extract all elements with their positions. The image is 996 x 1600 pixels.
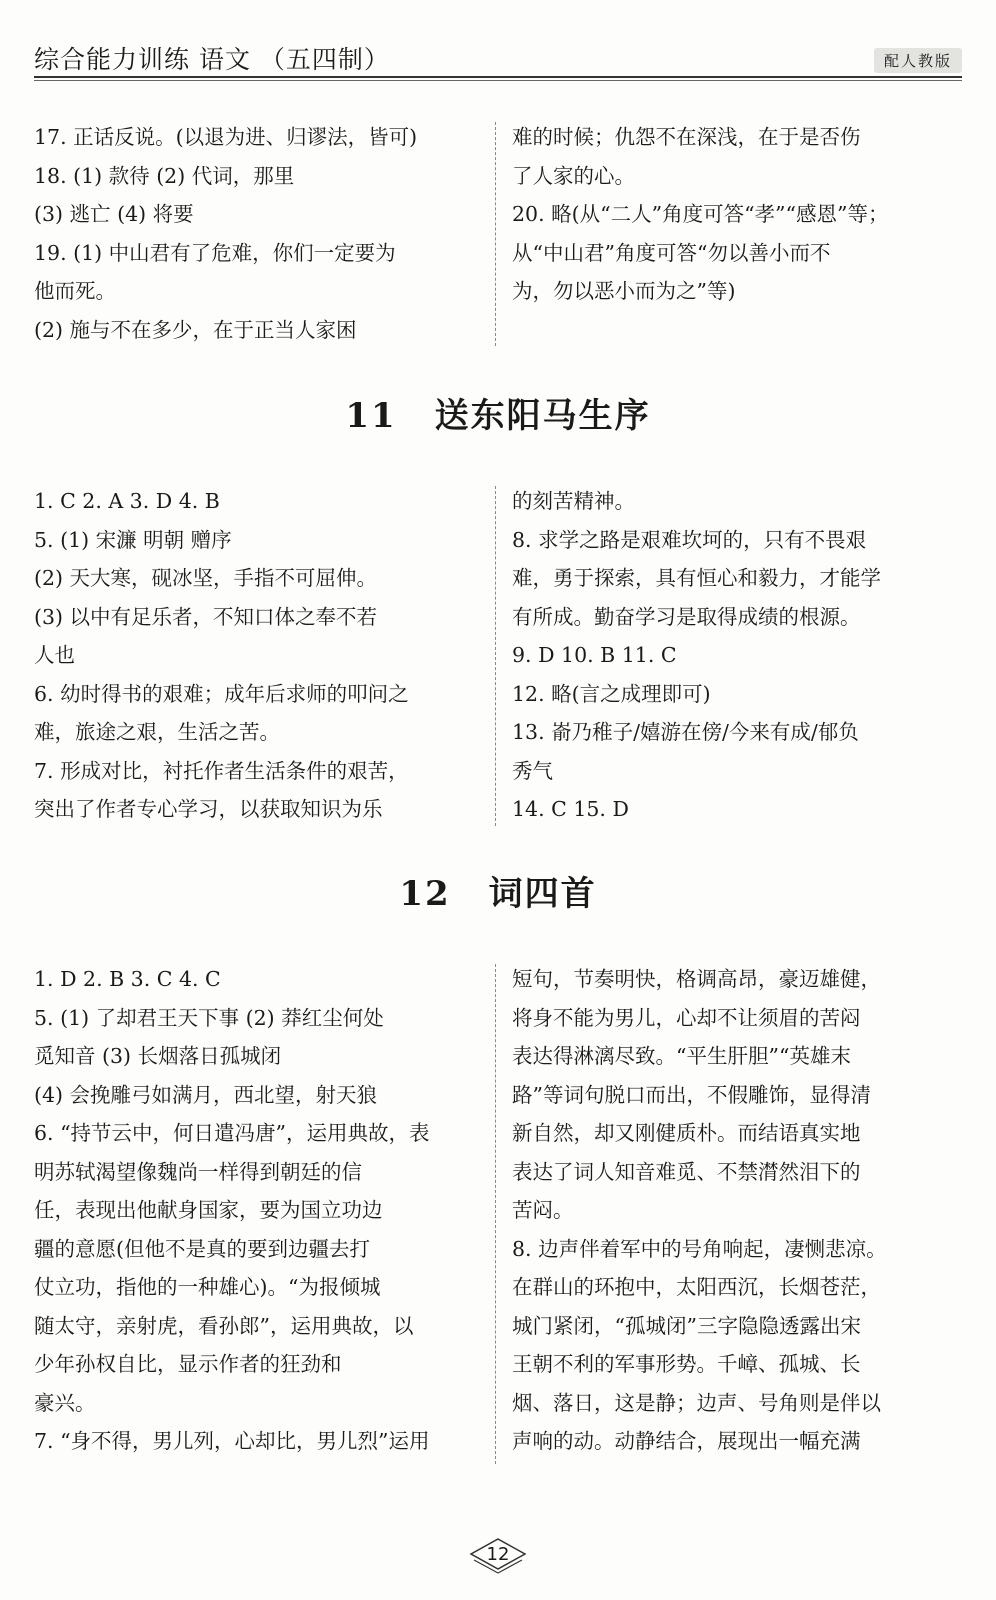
right-column bbox=[512, 482, 962, 829]
answer-line: 难，旅途之艰，生活之苦。 bbox=[34, 720, 280, 744]
answer-line: 的刻苦精神。 bbox=[512, 489, 635, 513]
answer-line: 从“中山君”角度可答“勿以善小而不 bbox=[512, 240, 831, 265]
answer-line: 烟、落日，这是静；边声、号角则是伴以 bbox=[512, 1390, 881, 1415]
header-rule-thin bbox=[34, 80, 962, 81]
section-title-12 bbox=[0, 866, 996, 915]
page-number: 12 bbox=[486, 1544, 510, 1565]
column-divider bbox=[495, 122, 496, 346]
answer-line: (4) 会挽雕弓如满月，西北望，射天狼 bbox=[34, 1082, 378, 1107]
answer-line: 有所成。勤奋学习是取得成绩的根源。 bbox=[512, 604, 861, 629]
left-column bbox=[34, 482, 474, 829]
page-header bbox=[34, 40, 962, 74]
answer-line: 觅知音 (3) 长烟落日孤城闭 bbox=[34, 1044, 282, 1068]
answer-line: 6. “持节云中，何日遣冯唐”，运用典故，表 bbox=[34, 1121, 430, 1145]
answer-line: 了人家的心。 bbox=[512, 163, 635, 188]
section-name: 词四首 bbox=[488, 874, 597, 914]
answer-line: 5. (1) 宋濂 明朝 赠序 bbox=[34, 527, 232, 552]
answer-line: 20. 略(从“二人”角度可答“孝”“感恩”等； bbox=[512, 202, 889, 226]
answer-line: 19. (1) 中山君有了危难，你们一定要为 bbox=[34, 240, 396, 265]
left-column bbox=[34, 118, 474, 349]
answer-line: 14. C 15. D bbox=[512, 797, 629, 821]
answer-line: 13. 嵛乃稚子/嬉游在傍/今来有成/郁负 bbox=[512, 720, 859, 744]
answer-line: 突出了作者专心学习，以获取知识为乐 bbox=[34, 797, 383, 821]
answer-line: 表达得淋漓尽致。“平生肝胆”“英雄末 bbox=[512, 1044, 851, 1068]
answer-line: 为，勿以恶小而为之”等) bbox=[512, 279, 736, 303]
answer-line: 城门紧闭，“孤城闭”三字隐隐透露出宋 bbox=[512, 1313, 861, 1338]
answer-line: 6. 幼时得书的艰难；成年后求师的叩问之 bbox=[34, 681, 409, 706]
answer-line: 1. D 2. B 3. C 4. C bbox=[34, 967, 221, 991]
answer-line: 7. “身不得，男儿列，心却比，男儿烈”运用 bbox=[34, 1429, 430, 1453]
answer-line: 苦闷。 bbox=[512, 1198, 574, 1222]
section-name: 送东阳马生序 bbox=[434, 396, 651, 436]
answer-line: 5. (1) 了却君王天下事 (2) 莽红尘何处 bbox=[34, 1005, 384, 1030]
answer-line: 难，勇于探索，具有恒心和毅力，才能学 bbox=[512, 566, 881, 590]
answer-line: 秀气 bbox=[512, 758, 553, 783]
edition-badge: 配人教版 bbox=[874, 48, 962, 73]
answer-line: 在群山的环抱中，太阳西沉，长烟苍茫， bbox=[512, 1275, 881, 1299]
column-divider bbox=[495, 964, 496, 1464]
answer-line: 9. D 10. B 11. C bbox=[512, 643, 677, 667]
answer-line: 8. 求学之路是艰难坎坷的，只有不畏艰 bbox=[512, 527, 867, 552]
answer-line: 12. 略(言之成理即可) bbox=[512, 681, 711, 706]
answer-line: 1. C 2. A 3. D 4. B bbox=[34, 489, 220, 513]
answer-line: 17. 正话反说。(以退为进、归谬法，皆可) bbox=[34, 125, 418, 149]
page-number-badge bbox=[468, 1536, 528, 1576]
answer-line: 明苏轼渴望像魏尚一样得到朝廷的信 bbox=[34, 1159, 362, 1184]
column-divider bbox=[495, 486, 496, 826]
answer-line: 人也 bbox=[34, 643, 75, 667]
book-title: 综合能力训练 语文 （五四制） bbox=[34, 45, 390, 74]
answer-line: (3) 逃亡 (4) 将要 bbox=[34, 202, 194, 226]
answer-line: 短句，节奏明快，格调高昂，豪迈雄健， bbox=[512, 967, 881, 991]
header-rule bbox=[34, 76, 962, 78]
section-number: 12 bbox=[399, 874, 451, 914]
left-column bbox=[34, 960, 474, 1461]
answer-line: 王朝不利的军事形势。千嶂、孤城、长 bbox=[512, 1352, 861, 1376]
section-title-11 bbox=[0, 388, 996, 437]
answer-line: 表达了词人知音难觅、不禁潸然泪下的 bbox=[512, 1159, 861, 1184]
answer-line: 将身不能为男儿，心却不让须眉的苦闷 bbox=[512, 1005, 861, 1030]
answer-line: 18. (1) 款待 (2) 代词，那里 bbox=[34, 163, 295, 188]
answer-line: (2) 天大寒，砚冰坚，手指不可屈伸。 bbox=[34, 566, 378, 590]
answer-line: 难的时候；仇怨不在深浅，在于是否伤 bbox=[512, 125, 861, 149]
answer-line: (3) 以中有足乐者，不知口体之奉不若 bbox=[34, 604, 378, 629]
right-column bbox=[512, 960, 962, 1461]
answer-line: (2) 施与不在多少，在于正当人家困 bbox=[34, 317, 357, 342]
answer-line: 新自然，却又刚健质朴。而结语真实地 bbox=[512, 1121, 861, 1145]
answer-line: 疆的意愿(但他不是真的要到边疆去打 bbox=[34, 1236, 370, 1261]
answer-line: 他而死。 bbox=[34, 279, 116, 303]
answer-line: 仗立功，指他的一种雄心)。“为报倾城 bbox=[34, 1275, 381, 1299]
right-column bbox=[512, 118, 962, 311]
answer-line: 路”等词句脱口而出，不假雕饰，显得清 bbox=[512, 1082, 871, 1107]
answer-line: 7. 形成对比，衬托作者生活条件的艰苦， bbox=[34, 758, 409, 783]
answer-line: 8. 边声伴着军中的号角响起，凄恻悲凉。 bbox=[512, 1236, 887, 1261]
answer-line: 少年孙权自比，显示作者的狂劲和 bbox=[34, 1352, 342, 1376]
section-number: 11 bbox=[345, 396, 397, 436]
answer-line: 豪兴。 bbox=[34, 1390, 96, 1415]
answer-line: 随太守，亲射虎，看孙郎”，运用典故，以 bbox=[34, 1313, 414, 1338]
answer-line: 任，表现出他献身国家，要为国立功边 bbox=[34, 1198, 383, 1222]
answer-line: 声响的动。动静结合，展现出一幅充满 bbox=[512, 1429, 861, 1453]
